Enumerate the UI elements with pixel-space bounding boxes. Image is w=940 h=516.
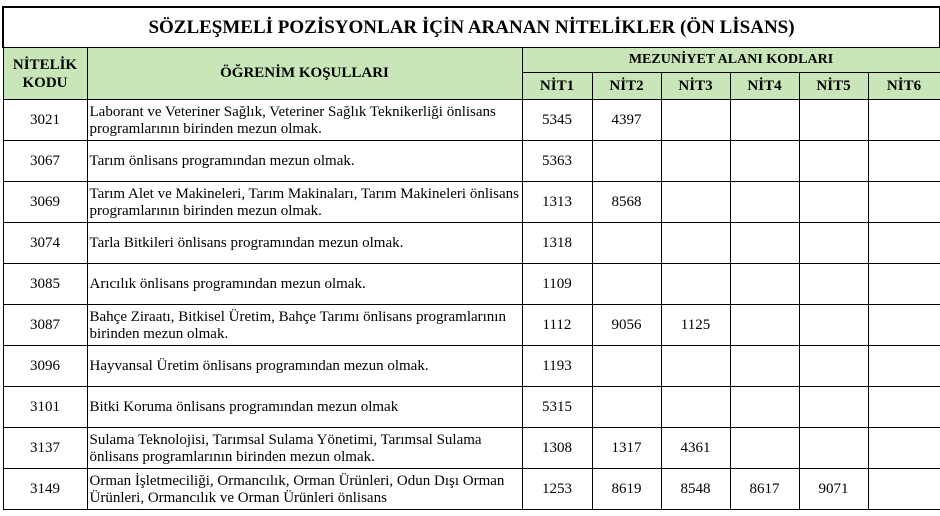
education-condition: Arıcılık önlisans programından mezun olmak. xyxy=(87,264,522,305)
qualification-code: 3101 xyxy=(3,387,87,428)
field-code-nit5 xyxy=(799,428,868,469)
field-code-nit2: 1317 xyxy=(592,428,661,469)
field-code-nit1: 1308 xyxy=(522,428,592,469)
field-code-nit3 xyxy=(661,346,730,387)
field-code-nit4 xyxy=(730,305,799,346)
field-code-nit5 xyxy=(799,264,868,305)
header-nit1: NİT1 xyxy=(522,73,592,100)
field-code-nit1: 5363 xyxy=(522,141,592,182)
field-code-nit6 xyxy=(868,387,940,428)
qualification-code: 3021 xyxy=(3,100,87,141)
education-condition: Tarla Bitkileri önlisans programından mezun olmak. xyxy=(87,223,522,264)
field-code-nit5 xyxy=(799,182,868,223)
field-code-nit2: 4397 xyxy=(592,100,661,141)
education-condition: Tarım Alet ve Makineleri, Tarım Makinaları, Tarım Makineleri önlisans programlarının birinden mezun olmak. xyxy=(87,182,522,223)
field-code-nit2: 8568 xyxy=(592,182,661,223)
field-code-nit5: 9071 xyxy=(799,469,868,510)
field-code-nit4 xyxy=(730,428,799,469)
field-code-nit2: 8619 xyxy=(592,469,661,510)
field-code-nit3: 8548 xyxy=(661,469,730,510)
education-condition: Tarım önlisans programından mezun olmak. xyxy=(87,141,522,182)
table-row xyxy=(3,141,940,182)
qualification-code: 3067 xyxy=(3,141,87,182)
field-code-nit5 xyxy=(799,346,868,387)
header-nit6: NİT6 xyxy=(868,73,940,100)
field-code-nit4 xyxy=(730,346,799,387)
table-title: SÖZLEŞMELİ POZİSYONLAR İÇİN ARANAN NİTELİKLER (ÖN LİSANS) xyxy=(3,7,940,48)
field-code-nit5 xyxy=(799,305,868,346)
qualification-code: 3085 xyxy=(3,264,87,305)
education-condition: Laborant ve Veteriner Sağlık, Veteriner Sağlık Teknikerliği önlisans programlarının birinden mezun olmak. xyxy=(87,100,522,141)
field-code-nit3: 4361 xyxy=(661,428,730,469)
field-code-nit3 xyxy=(661,182,730,223)
table-row xyxy=(3,100,940,141)
table-row xyxy=(3,305,940,346)
table-row xyxy=(3,428,940,469)
header-education-conditions: ÖĞRENİM KOŞULLARI xyxy=(87,48,522,100)
qualification-code: 3087 xyxy=(3,305,87,346)
header-nit5: NİT5 xyxy=(799,73,868,100)
qualification-code: 3074 xyxy=(3,223,87,264)
education-condition: Bahçe Ziraatı, Bitkisel Üretim, Bahçe Tarımı önlisans programlarının birinden mezun olmak. xyxy=(87,305,522,346)
table-row xyxy=(3,346,940,387)
field-code-nit4 xyxy=(730,182,799,223)
field-code-nit5 xyxy=(799,223,868,264)
field-code-nit1: 1253 xyxy=(522,469,592,510)
field-code-nit3 xyxy=(661,223,730,264)
field-code-nit5 xyxy=(799,387,868,428)
education-condition: Bitki Koruma önlisans programından mezun olmak xyxy=(87,387,522,428)
field-code-nit2 xyxy=(592,141,661,182)
field-code-nit1: 5315 xyxy=(522,387,592,428)
header-nit3: NİT3 xyxy=(661,73,730,100)
field-code-nit6 xyxy=(868,346,940,387)
field-code-nit6 xyxy=(868,223,940,264)
field-code-nit1: 1193 xyxy=(522,346,592,387)
field-code-nit6 xyxy=(868,428,940,469)
field-code-nit4 xyxy=(730,387,799,428)
field-code-nit1: 1318 xyxy=(522,223,592,264)
field-code-nit5 xyxy=(799,100,868,141)
field-code-nit6 xyxy=(868,305,940,346)
field-code-nit2 xyxy=(592,387,661,428)
header-nit4: NİT4 xyxy=(730,73,799,100)
header-graduation-field-codes: MEZUNİYET ALANI KODLARI xyxy=(522,48,940,73)
field-code-nit6 xyxy=(868,264,940,305)
field-code-nit6 xyxy=(868,141,940,182)
qualification-code: 3137 xyxy=(3,428,87,469)
field-code-nit4 xyxy=(730,223,799,264)
field-code-nit3 xyxy=(661,264,730,305)
field-code-nit4 xyxy=(730,264,799,305)
qualification-code: 3096 xyxy=(3,346,87,387)
table-row xyxy=(3,264,940,305)
field-code-nit2 xyxy=(592,264,661,305)
field-code-nit3 xyxy=(661,387,730,428)
field-code-nit1: 1112 xyxy=(522,305,592,346)
education-condition: Sulama Teknolojisi, Tarımsal Sulama Yönetimi, Tarımsal Sulama önlisans programlarının birinden mezun olmak. xyxy=(87,428,522,469)
qualifications-table xyxy=(2,6,940,510)
field-code-nit2 xyxy=(592,346,661,387)
field-code-nit6 xyxy=(868,100,940,141)
field-code-nit3 xyxy=(661,100,730,141)
field-code-nit4 xyxy=(730,141,799,182)
field-code-nit2 xyxy=(592,223,661,264)
header-qualification-code: NİTELİK KODU xyxy=(3,48,87,100)
header-nit2: NİT2 xyxy=(592,73,661,100)
table-row xyxy=(3,182,940,223)
field-code-nit3: 1125 xyxy=(661,305,730,346)
field-code-nit2: 9056 xyxy=(592,305,661,346)
field-code-nit5 xyxy=(799,141,868,182)
field-code-nit1: 1109 xyxy=(522,264,592,305)
qualification-code: 3069 xyxy=(3,182,87,223)
education-condition: Hayvansal Üretim önlisans programından mezun olmak. xyxy=(87,346,522,387)
table-row xyxy=(3,387,940,428)
field-code-nit6 xyxy=(868,182,940,223)
field-code-nit1: 1313 xyxy=(522,182,592,223)
field-code-nit3 xyxy=(661,141,730,182)
table-row xyxy=(3,223,940,264)
field-code-nit4: 8617 xyxy=(730,469,799,510)
qualification-code: 3149 xyxy=(3,469,87,510)
field-code-nit4 xyxy=(730,100,799,141)
education-condition: Orman İşletmeciliği, Ormancılık, Orman Ürünleri, Odun Dışı Orman Ürünleri, Ormancılık ve Orman Ürünleri önlisans xyxy=(87,469,522,510)
field-code-nit6 xyxy=(868,469,940,510)
table-row xyxy=(3,469,940,510)
field-code-nit1: 5345 xyxy=(522,100,592,141)
